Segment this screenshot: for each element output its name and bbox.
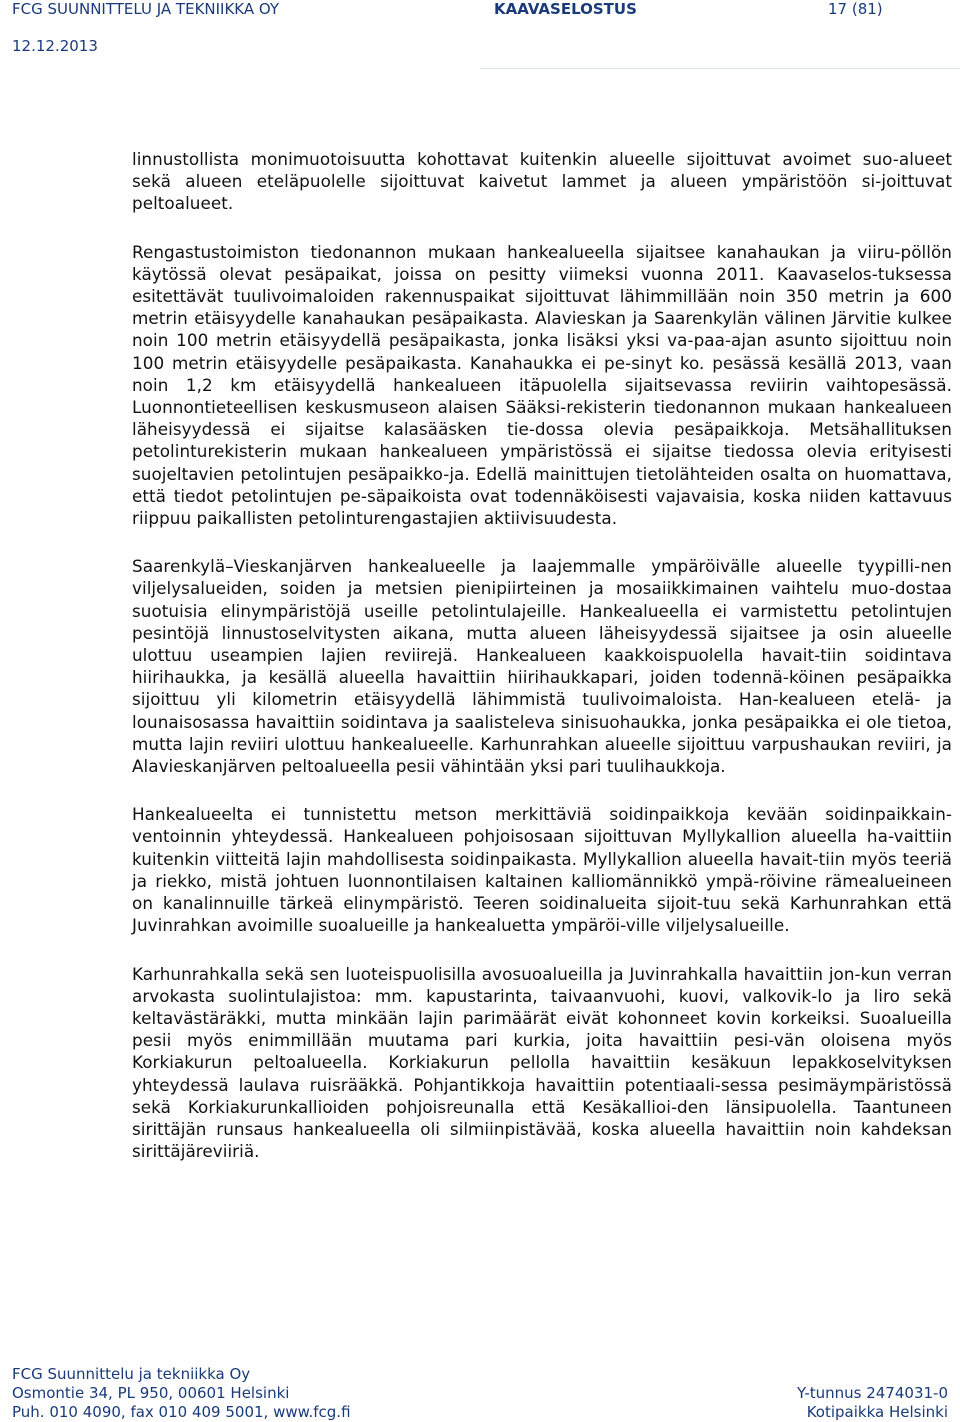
header-divider: [480, 68, 960, 69]
paragraph-4: Hankealueelta ei tunnistettu metson merkittäviä soidinpaikkoja kevään soidinpaikkain-ventoinnin yhteydessä. Hankealueen pohjoisosaan sijoittuvan Myllykallion alueella ha-vaittiin kuitenkin viitteitä lajin mahdollisesta soidinpaikasta. Myllykallion alueella havait-tiin myös teeriä ja riekko, mistä johtuen luonnontilaisen kaltainen kalliomännikkö ympä-röivine rämealueineen on kanalinnuille tärkeä elinympäristö. Teeren soidinalueita sijoit-tuu sekä Karhunrahkan että Juvinrahkan avoimille suoalueille ja hankealuetta ympäröi-ville viljelysalueille.: [132, 804, 952, 936]
paragraph-5: Karhunrahkalla sekä sen luoteispuolisilla avosuoalueilla ja Juvinrahkalla havaittiin jon-kun verran arvokasta suolintulajistoa: mm. kapustarinta, taivaanvuohi, kuovi, valkovik-lo ja liro sekä keltavästäräkki, mutta minkään lajin parimäärät eivät kohonneet kovin korkeiksi. Suoalueilla pesii myös enimmillään muutama pari kurkia, joita havaittiin pesi-vän oloisena myös Korkiakurun peltoalueella. Korkiakurun pellolla havaittiin kesäkuun lepakkoselvityksen yhteydessä laulava ruisrääkkä. Pohjantikkoja havaittiin potentiaali-sessa pesimäympäristössä sekä Korkiakurunkallioiden pohjoisreunalla että Kesäkallioi-den länsipuolella. Taantuneen sirittäjän runsaus hankealueella oli silmiinpistävää, koska alueella havaittiin noin kahdeksan sirittäjäreviiriä.: [132, 963, 952, 1162]
paragraph-2: Rengastustoimiston tiedonannon mukaan hankealueella sijaitsee kanahaukan ja viiru-pöllön käytössä olevat pesäpaikat, joissa on pesitty viimeksi vuonna 2011. Kaavaselos-tuksessa esitettävät tuulivoimaloiden rakennuspaikat sijoittuvat lähimmillään noin 350 metrin ja 600 metrin etäisyydelle kanahaukan pesäpaikasta. Alavieskan ja Saarenkylän välinen Järvitie kulkee noin 100 metrin etäisyydellä pesäpaikasta, jonka lisäksi yksi va-paa-ajan asunto sijoittuu noin 100 metrin etäisyydelle pesäpaikasta. Kanahaukka ei pe-sinyt ko. pesässä kesällä 2013, vaan noin 1,2 km etäisyydellä hankealueen itäpuolella sijaitsevassa reviirin vaihtopesässä. Luonnontieteellisen keskusmuseon alaisen Sääksi-rekisterin tiedonannon mukaan hankealueen läheisyydessä ei sijaitse kalasääsken tie-dossa olevia pesäpaikkoja. Metsähallituksen petolinturekisterin mukaan hankealueen ympäristössä ei sijaitse tiedossa olevia erityisesti suojeltavien petolintujen pesäpaikko-ja. Edellä mainittujen tietolähteiden osalta on huomattava, että tiedot petolintujen pe-säpaikoista ovat todennäköisesti vajavaisia, koska niiden kattavuus riippuu paikallisten petolinturengastajien aktiivisuudesta.: [132, 241, 952, 529]
footer-business-id: Y-tunnus 2474031-0: [796, 1384, 948, 1402]
header-page-number: 17 (81): [828, 0, 883, 18]
header-company: FCG SUUNNITTELU JA TEKNIIKKA OY: [12, 0, 280, 18]
footer-row-company: [12, 1365, 948, 1384]
header-document-title: KAAVASELOSTUS: [494, 0, 637, 18]
header-date: 12.12.2013: [12, 37, 98, 55]
footer-contact: Puh. 010 4090, fax 010 409 5001, www.fcg.fi: [12, 1403, 351, 1421]
footer-row-address: [12, 1384, 948, 1403]
page-footer: [12, 1365, 948, 1422]
document-body: [132, 148, 952, 1188]
footer-domicile: Kotipaikka Helsinki: [806, 1403, 948, 1421]
footer-address: Osmontie 34, PL 950, 00601 Helsinki: [12, 1384, 290, 1402]
paragraph-1: linnustollista monimuotoisuutta kohottavat kuitenkin alueelle sijoittuvat avoimet suo-alueet sekä alueen eteläpuolelle sijoittuvat kaivetut lammet ja alueen ympäristöön si-joittuvat peltoalueet.: [132, 149, 952, 214]
footer-row-contact: [12, 1403, 948, 1422]
footer-company: FCG Suunnittelu ja tekniikka Oy: [12, 1365, 251, 1383]
paragraph-3: Saarenkylä–Vieskanjärven hankealueelle ja laajemmalle ympäröivälle alueelle tyypilli-nen viljelysalueiden, soiden ja metsien pienipiirteinen ja mosaiikkimainen vaihtelu muo-dostaa suotuisia elinympäristöjä useille petolintulajeille. Hankealueella ei varmistettu petolintujen pesintöjä linnustoselvitysten aikana, mutta alueen läheisyydessä sijaitsee ja osin alueelle ulottuu useampien lajien reviirejä. Hankealueen kaakkoispuolella havait-tiin soidintava hiirihaukka, ja kesällä alueella havaittiin hiirihaukkapari, joiden todennä-köinen pesäpaikka sijoittuu yli kilometrin etäisyydellä lähimmistä tuulivoimaloista. Han-kealueen etelä- ja lounaisosassa havaittiin soidintava ja saalisteleva sinisuohaukka, jonka pesäpaikka ei ole tietoa, mutta lajin reviiri ulottuu hankealueelle. Karhunrahkan alueelle sijoittuu varpushaukan reviiri, ja Alavieskanjärven peltoalueella pesii vähintään yksi pari tuulihaukkoja.: [132, 556, 952, 777]
page-header: [0, 0, 960, 58]
